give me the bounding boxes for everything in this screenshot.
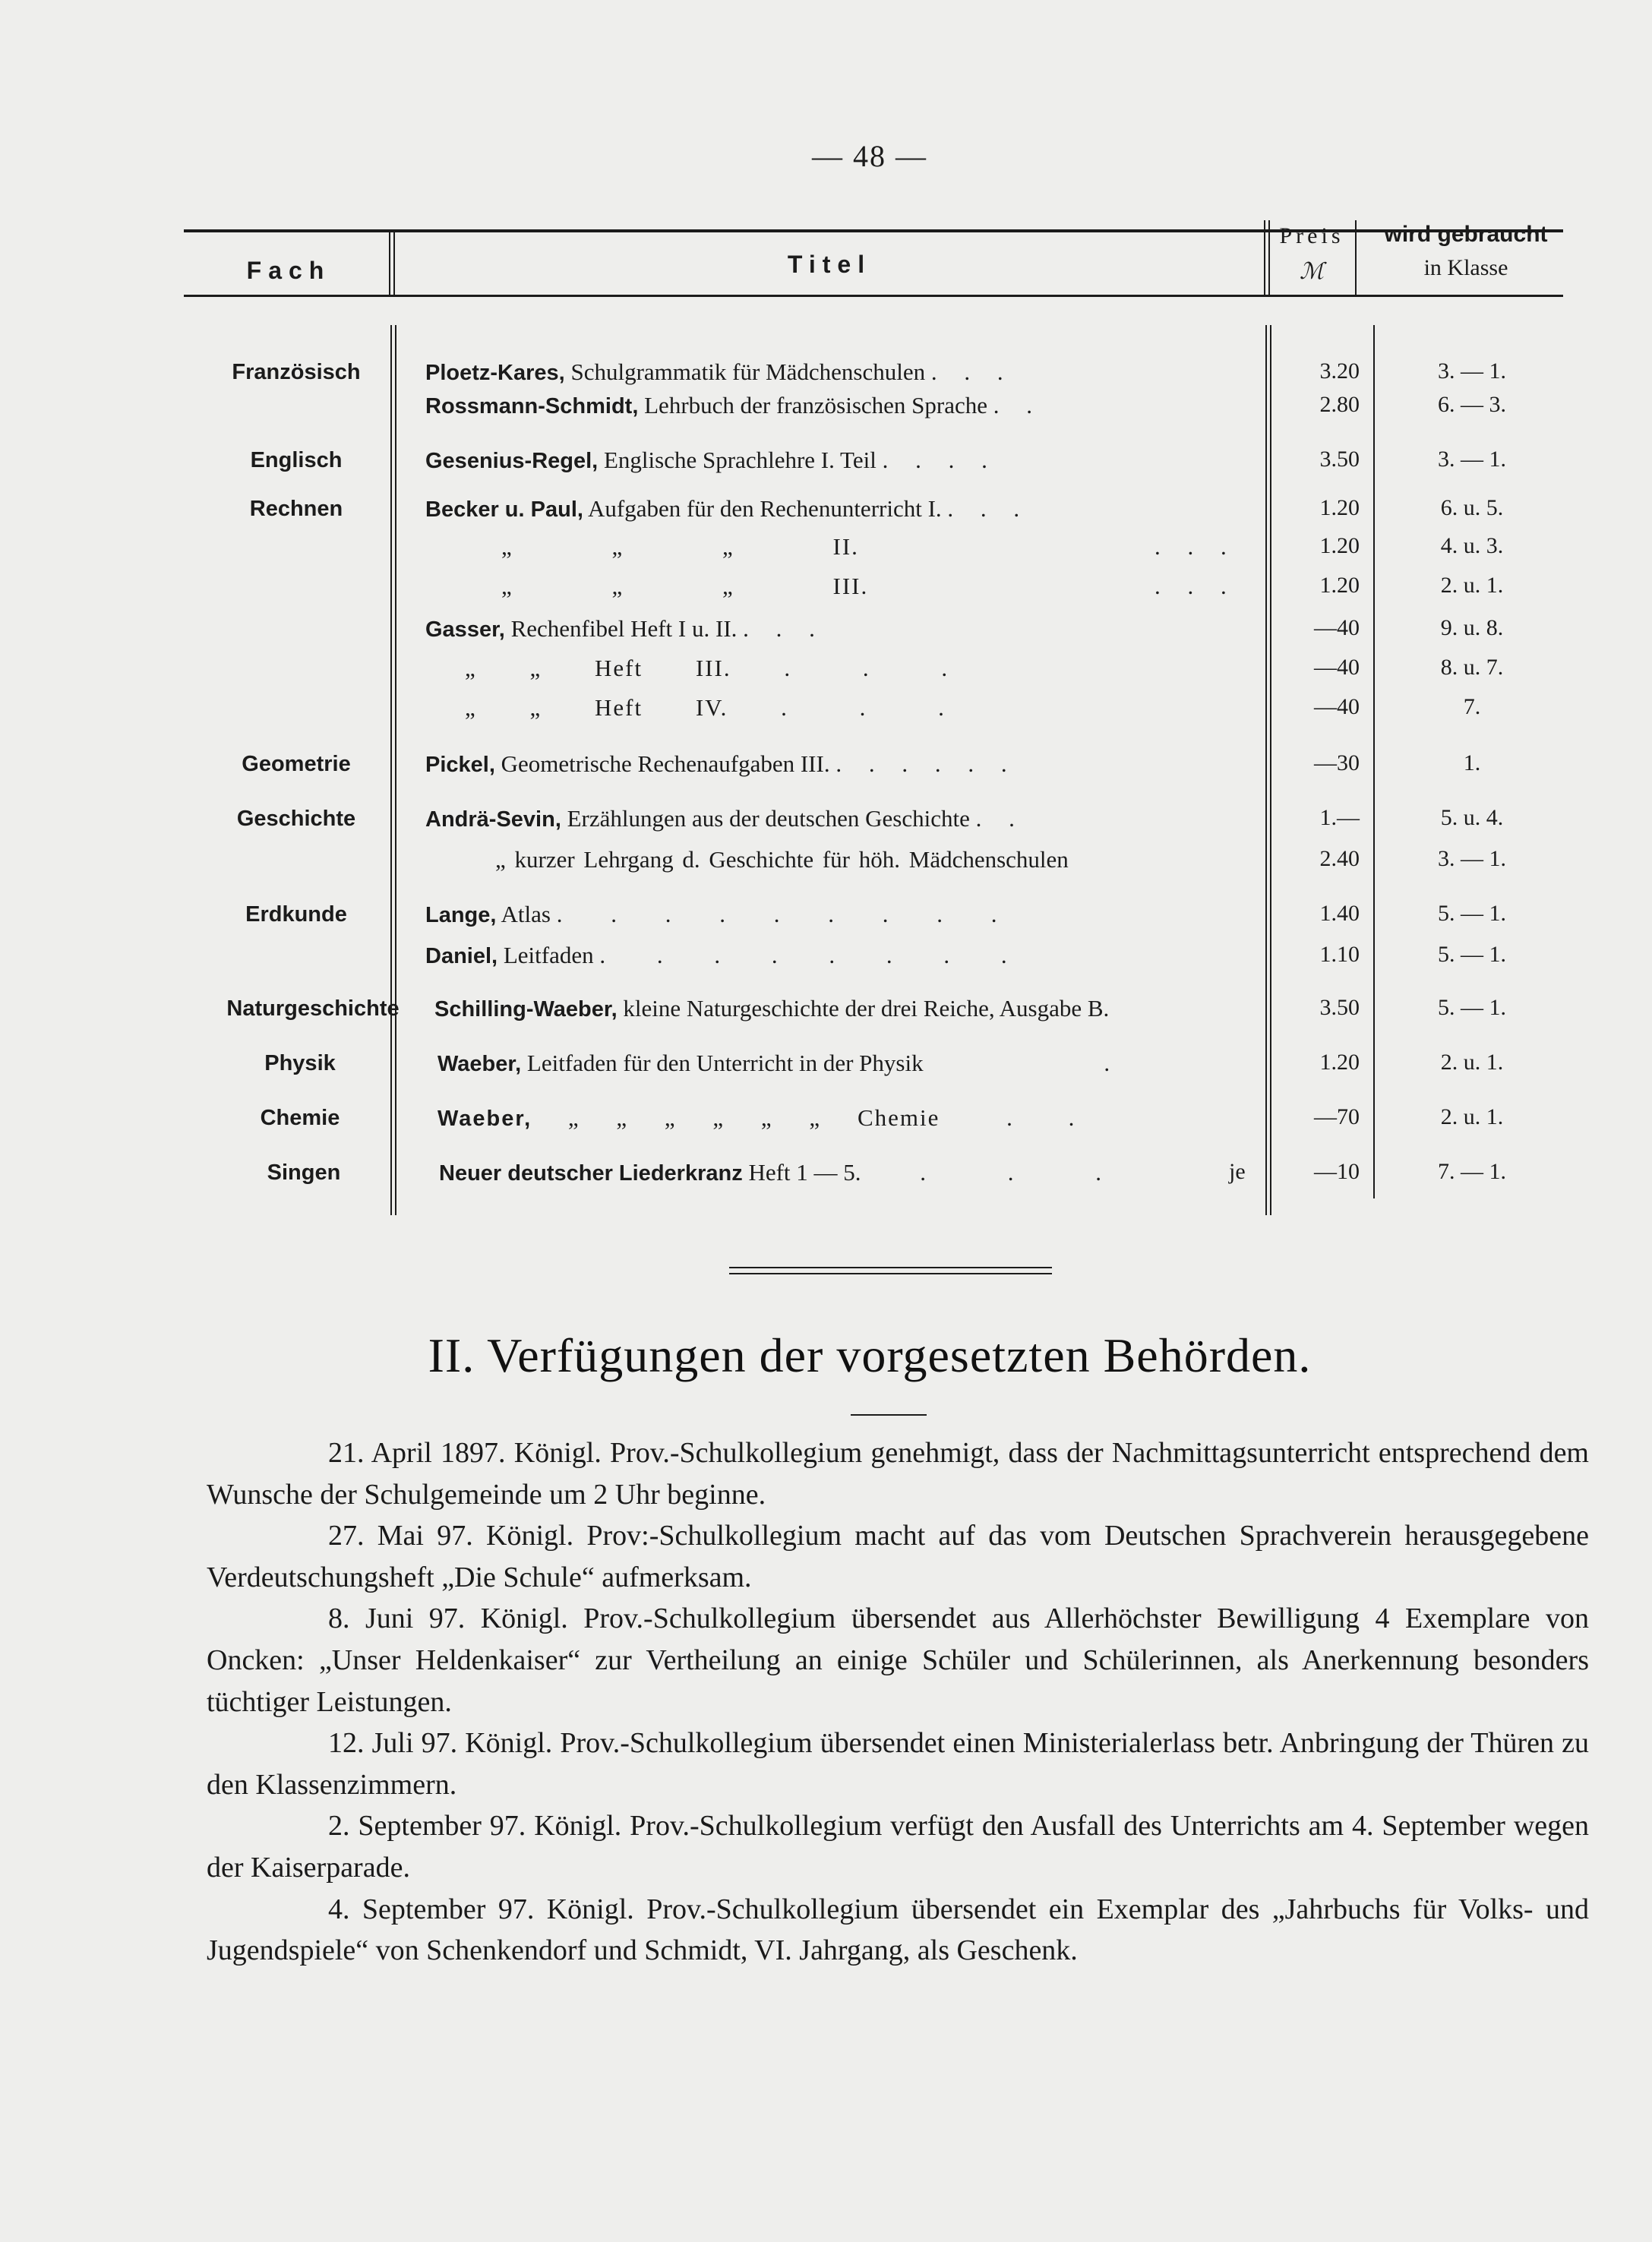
row-author: Pickel, [425,753,495,777]
row-klasse: 5. — 1. [1438,901,1506,926]
row-author: Waeber, [437,1052,522,1076]
section-separator-bottom [729,1273,1052,1274]
table-row [0,939,1652,972]
row-klasse: 7. — 1. [1438,1159,1506,1184]
row-title-text: Aufgaben für den Rechenunterricht I. [583,495,942,522]
row-dots: . . . [743,615,826,642]
row-title-text: Rechenfibel Heft I u. II. [504,615,738,642]
section-title: II. Verfügungen der vorgesetzten Behörden. [428,1328,1312,1382]
table-row [0,444,1652,477]
row-fach: Erdkunde [245,902,347,927]
header-titel: Titel [787,251,872,278]
row-preis: 1.20 [1319,495,1360,520]
row-title-text: Erzählungen aus der deutschen Geschichte [561,805,970,832]
table-row [0,355,1652,389]
row-title [465,655,1300,682]
row-title [425,358,1261,386]
row-title [437,1050,1273,1077]
table-row [0,691,1652,725]
table-row [0,652,1652,685]
row-title-text: „ „ Heft III. [465,655,731,681]
row-dots: . . . [947,495,1031,522]
row-je: je [1229,1159,1246,1184]
row-klasse: 2. u. 1. [1440,573,1504,598]
row-preis: —10 [1314,1159,1360,1184]
row-preis: —70 [1314,1104,1360,1129]
row-preis: 1.20 [1319,1050,1360,1075]
row-title [425,495,1261,523]
paragraph: 2. September 97. Königl. Prov.-Schulkollegium verfügt den Ausfall des Unterrichts am 4. September wegen der Kaiserparade. [207,1810,1589,1884]
row-dots: . . . [1155,573,1237,599]
row-fach: Chemie [260,1106,340,1130]
row-title [425,392,1261,419]
row-klasse: 7. [1463,694,1481,719]
row-title-text: Leitfaden für den Unterricht in der Physik [521,1050,924,1076]
row-fach: Geschichte [236,807,356,831]
table-row [0,802,1652,835]
header-preis: Preis [1279,223,1344,248]
table-row [0,530,1652,564]
row-dots: . . . . . . [835,750,1018,777]
row-klasse: 2. u. 1. [1440,1050,1504,1075]
table-row [0,992,1652,1025]
row-klasse: 3. — 1. [1438,447,1506,472]
row-preis: —40 [1314,615,1360,640]
row-title-text: Schulgrammatik für Mädchenschulen [564,358,926,385]
row-dots-cell [1155,573,1246,600]
row-title-text: Leitfaden [497,942,594,968]
row-dots: . . . [1155,533,1237,560]
row-author: Gasser, [425,617,505,642]
table-row [0,898,1652,931]
row-title [439,1159,1275,1186]
paragraph: 8. Juni 97. Königl. Prov.-Schulkollegium übersendet aus Allerhöchster Bewilligung 4 Exemplare von Oncken: „Unser Heldenkaiser“ zur Vertheilung an einige Schüler und Schülerinnen, als Anerkennung besonders tüchtiger Leistungen. [207,1603,1589,1718]
row-klasse: 6. u. 5. [1440,495,1504,520]
row-author: Ploetz-Kares, [425,361,565,385]
row-fach: Französisch [232,360,361,384]
header-preis-unit: ℳ [1299,259,1325,284]
row-dots: . . . [784,655,959,681]
row-fach: Rechnen [249,497,343,521]
table-row [0,570,1652,603]
paragraph: 21. April 1897. Königl. Prov.-Schulkollegium genehmigt, dass der Nachmittagsunterricht entsprechend dem Wunsche der Schulgemeinde um 2 Uhr beginne. [207,1437,1589,1511]
row-author: Rossmann-Schmidt, [425,394,639,418]
row-dots: . . . . [882,447,998,473]
row-title-text: „ „ Heft IV. [465,694,728,721]
row-dots: . . [1006,1104,1085,1131]
row-title-text: Englische Sprachlehre I. Teil [598,447,877,473]
row-dots: . [1104,1050,1121,1076]
row-fach: Englisch [250,448,343,472]
row-preis: 1.10 [1319,942,1360,967]
page-number: — 48 — [812,139,927,173]
row-title-text: „ „ „ „ „ „ Chemie [532,1104,940,1131]
row-title [425,942,1261,969]
row-preis: 3.50 [1319,995,1360,1020]
table-row [0,843,1652,876]
paragraph: 27. Mai 97. Königl. Prov:-Schulkollegium macht auf das vom Deutschen Sprachverein herausgegebene Verdeutschungsheft „Die Schule“ aufmerksam. [207,1520,1589,1593]
row-preis: 3.50 [1319,447,1360,472]
row-dots: . . . . . . . . . [556,901,1019,927]
table-row [0,747,1652,781]
table-divider-fach [389,232,390,295]
row-dots: . . [975,805,1025,832]
row-klasse: 3. — 1. [1438,846,1506,871]
row-dots: . . . [930,358,1014,385]
header-klasse-line1: wird gebraucht [1384,222,1548,247]
row-author: Neuer deutscher Liederkranz [439,1161,743,1186]
row-preis: 1.40 [1319,901,1360,926]
row-title [425,901,1261,928]
row-dots: . . . [920,1159,1140,1186]
row-title [425,615,1261,643]
paragraph: 4. September 97. Königl. Prov.-Schulkollegium übersendet ein Exemplar des „Jahrbuchs für Volks- und Jugendspiele“ von Schenkendorf und Schmidt, VI. Jahrgang, als Geschenk. [207,1893,1589,1967]
row-klasse: 6. — 3. [1438,392,1506,417]
row-klasse: 3. — 1. [1438,358,1506,384]
table-row [0,1101,1652,1135]
paragraph: 12. Juli 97. Königl. Prov.-Schulkollegium übersendet einen Ministerialerlass betr. Anbringung der Thüren zu den Klassenzimmern. [207,1727,1589,1801]
row-dots-cell [1155,533,1246,560]
row-dots: . . . . . . . . [599,942,1030,968]
row-klasse: 4. u. 3. [1440,533,1504,558]
row-author: Schilling-Waeber, [434,997,618,1022]
header-fach: Fach [246,257,331,284]
row-dots: . . . [781,694,955,721]
row-preis: 2.80 [1319,392,1360,417]
row-preis: 3.20 [1319,358,1360,384]
row-fach: Geometrie [242,752,351,776]
row-title-text: Geometrische Rechenaufgaben III. [494,750,830,777]
row-klasse: 5. — 1. [1438,995,1506,1020]
row-title [425,447,1261,474]
row-author: Becker u. Paul, [425,497,583,522]
row-author: Waeber, [437,1107,532,1131]
table-header-rule [184,295,1563,297]
row-klasse: 2. u. 1. [1440,1104,1504,1129]
row-klasse: 8. u. 7. [1440,655,1504,680]
row-klasse: 5. — 1. [1438,942,1506,967]
section-body [207,1432,1589,1972]
row-fach: Naturgeschichte [226,996,400,1021]
row-title [425,805,1261,832]
row-preis: 1.20 [1319,573,1360,598]
row-klasse: 5. u. 4. [1440,805,1504,830]
row-author: Andrä-Sevin, [425,807,561,832]
row-title-text: „ „ „ III. [501,573,869,599]
table-row [0,492,1652,526]
row-author: Gesenius-Regel, [425,449,599,473]
row-title-text: „ kurzer Lehrgang d. Geschichte für höh. Mädchenschulen [495,846,1069,873]
row-title [495,846,1331,873]
table-row [0,612,1652,646]
row-fach: Singen [267,1160,341,1185]
row-preis: —30 [1314,750,1360,775]
row-preis: 2.40 [1319,846,1360,871]
row-preis: 1.20 [1319,533,1360,558]
row-title-text: Lehrbuch der französischen Sprache [638,392,988,418]
table-row [0,389,1652,422]
table-divider-klasse [1355,220,1357,295]
row-fach: Physik [264,1051,336,1075]
row-preis: —40 [1314,694,1360,719]
row-preis: 1.— [1319,805,1360,830]
table-row [0,1156,1652,1189]
row-title [465,694,1300,722]
row-dots: . . [993,392,1044,418]
section-separator-top [729,1267,1052,1268]
section-title-rule [851,1414,927,1416]
table-divider-preis [1264,220,1265,295]
row-title-text: Heft 1 — 5. [742,1159,861,1186]
row-title-text: „ „ „ II. [501,533,859,560]
row-preis: —40 [1314,655,1360,680]
table-row [0,1047,1652,1080]
row-title [425,750,1261,778]
row-author: Lange, [425,903,497,927]
row-author: Daniel, [425,944,498,968]
row-title [434,995,1270,1022]
row-title [437,1104,1273,1132]
row-klasse: 1. [1463,750,1481,775]
header-klasse-line2: in Klasse [1423,255,1508,280]
row-title-text: Atlas [496,901,551,927]
row-klasse: 9. u. 8. [1440,615,1504,640]
row-title-text: kleine Naturgeschichte der drei Reiche, Ausgabe B. [617,995,1110,1022]
